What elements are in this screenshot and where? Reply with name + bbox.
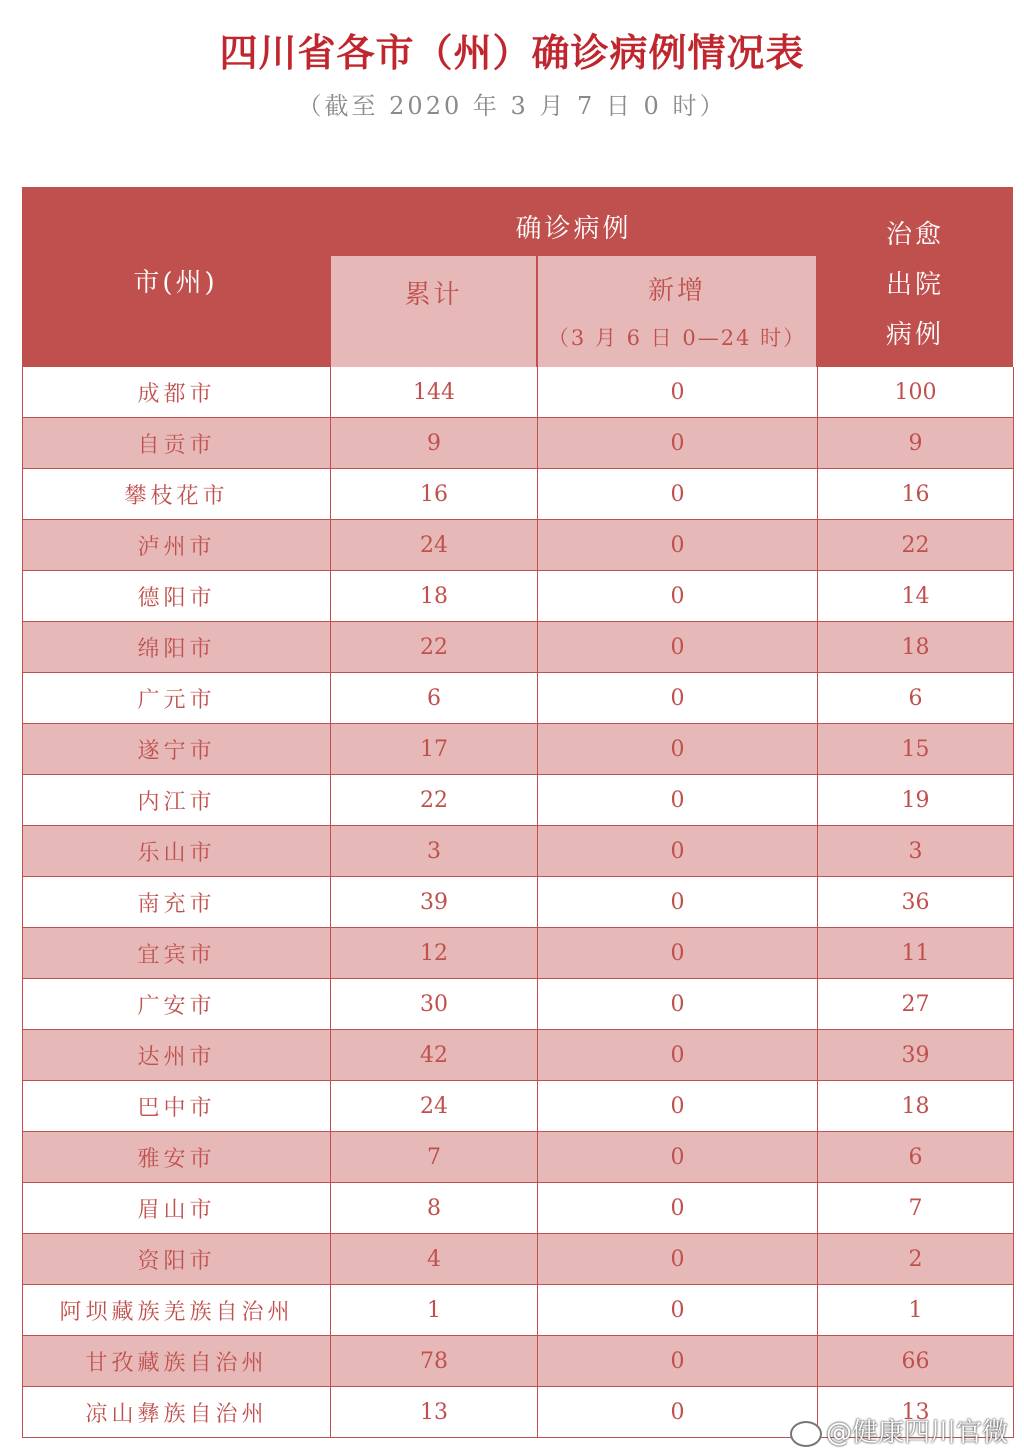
cell-cumulative: 24 [331,520,538,571]
cell-recovered: 66 [818,1336,1014,1387]
table-row [23,724,1014,775]
cell-cumulative: 39 [331,877,538,928]
cell-city: 眉山市 [23,1183,331,1234]
header-recovered-line3: 病例 [885,320,944,350]
cell-city: 达州市 [23,1030,331,1081]
cell-cumulative: 12 [331,928,538,979]
cell-city: 阿坝藏族羌族自治州 [23,1285,331,1336]
cell-recovered: 100 [818,367,1014,418]
cell-cumulative: 8 [331,1183,538,1234]
cell-new: 0 [538,469,818,520]
cell-cumulative: 18 [331,571,538,622]
cell-recovered: 11 [818,928,1014,979]
table-row [23,826,1014,877]
table-row [23,520,1014,571]
table-row [23,1132,1014,1183]
cell-city: 凉山彝族自治州 [23,1387,331,1438]
header-new: 新增 [647,276,706,306]
cell-cumulative: 9 [331,418,538,469]
cell-city: 巴中市 [23,1081,331,1132]
cell-new: 0 [538,979,818,1030]
cell-city: 成都市 [23,367,331,418]
cell-city: 广元市 [23,673,331,724]
header-city: 市(州) [133,268,218,298]
cell-recovered: 14 [818,571,1014,622]
table-row [23,469,1014,520]
table-row [23,1285,1014,1336]
table-row [23,775,1014,826]
cell-cumulative: 13 [331,1387,538,1438]
cell-city: 攀枝花市 [23,469,331,520]
cell-recovered: 22 [818,520,1014,571]
cell-recovered: 19 [818,775,1014,826]
cell-city: 遂宁市 [23,724,331,775]
cell-city: 自贡市 [23,418,331,469]
cell-city: 泸州市 [23,520,331,571]
cell-recovered: 15 [818,724,1014,775]
cell-city: 南充市 [23,877,331,928]
table-row [23,418,1014,469]
table-row [23,1030,1014,1081]
cell-city: 广安市 [23,979,331,1030]
table-row [23,928,1014,979]
cell-cumulative: 1 [331,1285,538,1336]
cell-cumulative: 144 [331,367,538,418]
weibo-icon [790,1421,822,1447]
page-title: 四川省各市（州）确诊病例情况表 [219,31,805,75]
cell-new: 0 [538,724,818,775]
table-row [23,1081,1014,1132]
cell-cumulative: 22 [331,775,538,826]
header-recovered-line2: 出院 [885,270,944,300]
cell-new: 0 [538,571,818,622]
cell-new: 0 [538,367,818,418]
cell-recovered: 18 [818,1081,1014,1132]
watermark-text: @健康四川官微 [826,1418,1009,1448]
cell-new: 0 [538,928,818,979]
cell-city: 资阳市 [23,1234,331,1285]
cell-recovered: 27 [818,979,1014,1030]
cell-cumulative: 3 [331,826,538,877]
cell-recovered: 39 [818,1030,1014,1081]
cell-cumulative: 24 [331,1081,538,1132]
cell-cumulative: 7 [331,1132,538,1183]
cell-new: 0 [538,1234,818,1285]
cell-new: 0 [538,1132,818,1183]
header-recovered-line1: 治愈 [885,220,944,250]
cell-cumulative: 17 [331,724,538,775]
cell-new: 0 [538,1183,818,1234]
cell-new: 0 [538,1081,818,1132]
cell-cumulative: 6 [331,673,538,724]
header-new-period: （3 月 6 日 0—24 时） [547,326,807,350]
cell-new: 0 [538,1030,818,1081]
cell-new: 0 [538,1387,818,1438]
cell-recovered: 9 [818,418,1014,469]
cell-cumulative: 16 [331,469,538,520]
cell-city: 雅安市 [23,1132,331,1183]
table-row [23,979,1014,1030]
cell-recovered: 2 [818,1234,1014,1285]
cell-cumulative: 4 [331,1234,538,1285]
cell-recovered: 7 [818,1183,1014,1234]
cell-recovered: 3 [818,826,1014,877]
cell-city: 宜宾市 [23,928,331,979]
header-cumulative-cell [331,256,536,367]
cell-recovered: 16 [818,469,1014,520]
cell-new: 0 [538,1336,818,1387]
table-row [23,1183,1014,1234]
table-row [23,1336,1014,1387]
cell-new: 0 [538,775,818,826]
watermark [790,1412,1020,1446]
table-row [23,877,1014,928]
cell-new: 0 [538,826,818,877]
cell-city: 乐山市 [23,826,331,877]
cell-recovered: 18 [818,622,1014,673]
cell-new: 0 [538,673,818,724]
cell-new: 0 [538,1285,818,1336]
cell-recovered: 13 [818,1387,1014,1438]
cell-new: 0 [538,520,818,571]
cell-new: 0 [538,877,818,928]
cell-recovered: 36 [818,877,1014,928]
table-row [23,622,1014,673]
cell-city: 甘孜藏族自治州 [23,1336,331,1387]
table-row [23,571,1014,622]
table-row [23,367,1014,418]
header-confirmed: 确诊病例 [515,214,632,244]
cell-cumulative: 42 [331,1030,538,1081]
cell-recovered: 1 [818,1285,1014,1336]
cell-new: 0 [538,622,818,673]
table-row [23,673,1014,724]
cell-new: 0 [538,418,818,469]
cell-cumulative: 30 [331,979,538,1030]
cell-city: 绵阳市 [23,622,331,673]
cell-city: 德阳市 [23,571,331,622]
cell-recovered: 6 [818,673,1014,724]
table-row [23,1234,1014,1285]
header-cumulative: 累计 [404,280,463,310]
cell-cumulative: 78 [331,1336,538,1387]
cell-city: 内江市 [23,775,331,826]
cell-recovered: 6 [818,1132,1014,1183]
cases-table [22,367,1014,1438]
page-subtitle: （截至 2020 年 3 月 7 日 0 时） [297,92,727,120]
cell-cumulative: 22 [331,622,538,673]
